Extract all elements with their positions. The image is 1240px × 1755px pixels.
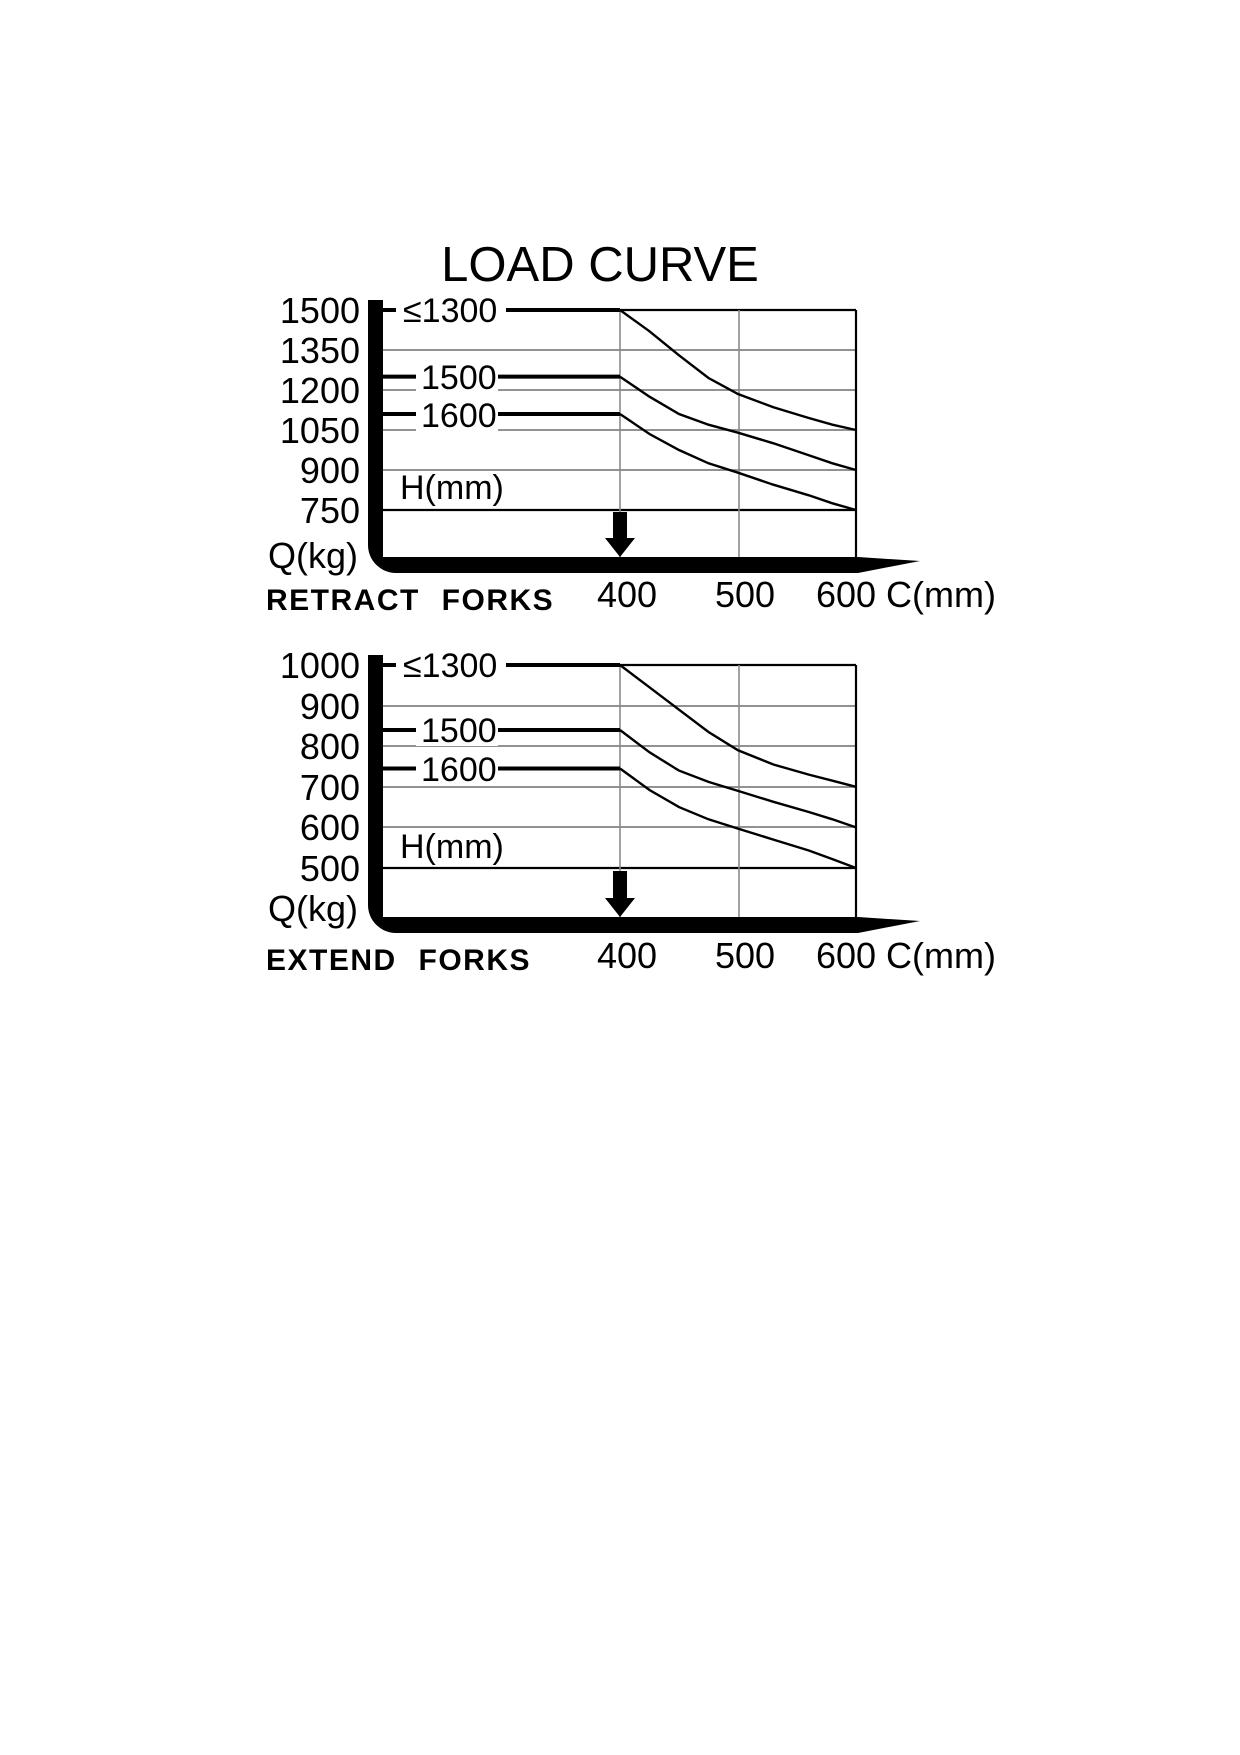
q-tick-label: 700: [299, 767, 360, 808]
chart-extend-forks: [266, 645, 996, 977]
c-axis-unit-label: C(mm): [886, 574, 996, 615]
c-tick-label: 500: [714, 935, 776, 976]
load-center-arrow-icon: [605, 512, 635, 557]
q-tick-label: 800: [299, 726, 360, 767]
series-label: 1600: [421, 751, 497, 789]
q-tick-label: 900: [299, 686, 360, 727]
load-center-arrow-icon: [605, 871, 635, 917]
series-labels-retract: [396, 292, 506, 507]
q-axis-retract: [268, 290, 360, 576]
page-title: LOAD CURVE: [441, 238, 759, 292]
chart-name-label: RETRACT FORKS: [266, 584, 555, 617]
series-label: 1500: [421, 359, 497, 397]
h-unit-label: H(mm): [400, 469, 504, 507]
c-axis-unit-label: C(mm): [886, 935, 996, 976]
q-tick-label: 1350: [279, 330, 360, 371]
series-curve: [620, 769, 856, 869]
series-label: ≤1300: [403, 292, 498, 330]
series-label: 1600: [421, 397, 497, 435]
series-curve: [620, 414, 856, 510]
c-tick-label: 600: [815, 574, 877, 615]
fork-axis: [368, 655, 920, 933]
q-tick-label: 1200: [279, 370, 360, 411]
c-tick-label: 600: [815, 935, 877, 976]
q-axis-unit-label: Q(kg): [268, 535, 358, 576]
fork-axis: [368, 300, 920, 573]
c-axis-retract: [266, 574, 996, 617]
q-axis-unit-label: Q(kg): [268, 888, 358, 929]
q-tick-label: 500: [299, 848, 360, 889]
series-labels-extend: [396, 647, 506, 866]
series-curve: [620, 310, 856, 430]
series-label: ≤1300: [403, 647, 498, 685]
series-curve: [620, 665, 856, 787]
h-unit-label: H(mm): [400, 828, 504, 866]
chart-retract-forks: [266, 290, 996, 617]
chart-name-label: EXTEND FORKS: [266, 944, 532, 977]
q-tick-label: 600: [299, 807, 360, 848]
q-axis-extend: [268, 645, 360, 929]
q-tick-label: 1000: [279, 645, 360, 686]
q-tick-label: 1500: [279, 290, 360, 331]
c-tick-label: 400: [596, 935, 658, 976]
c-tick-label: 500: [714, 574, 776, 615]
q-tick-label: 1050: [279, 410, 360, 451]
q-tick-label: 900: [299, 450, 360, 491]
series-label: 1500: [421, 712, 497, 750]
q-tick-label: 750: [299, 490, 360, 531]
c-tick-label: 400: [596, 574, 658, 615]
c-axis-extend: [266, 935, 996, 977]
